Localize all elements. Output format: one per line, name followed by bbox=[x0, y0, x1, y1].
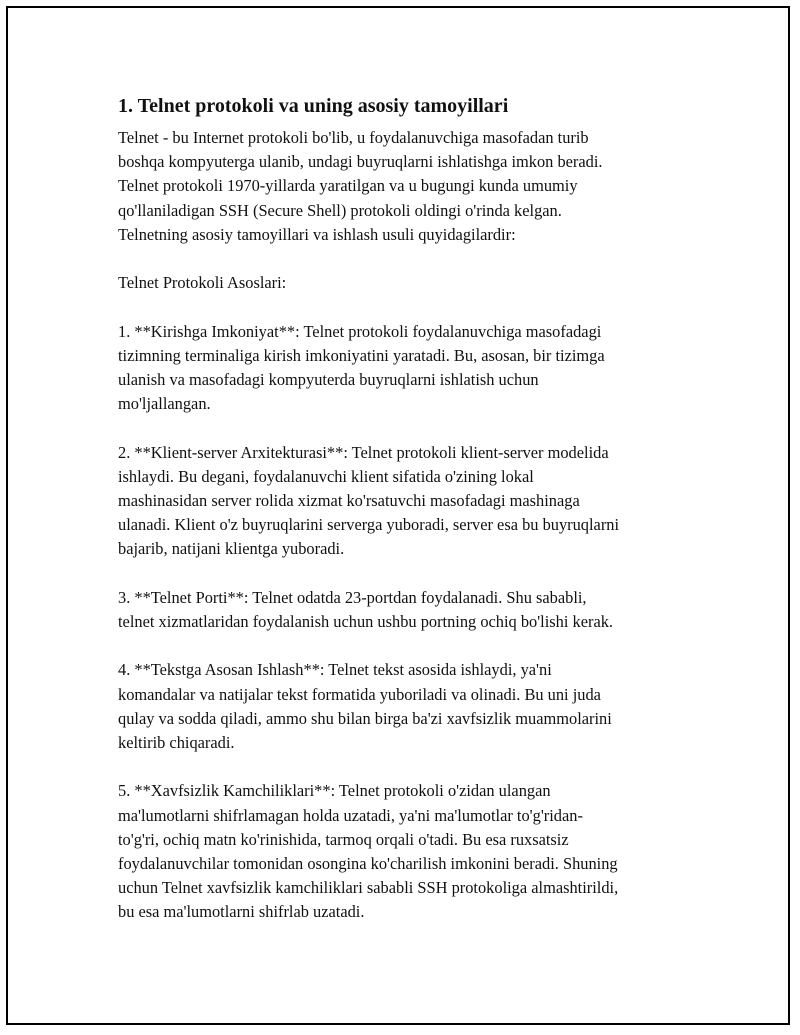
list-item-port: 3. **Telnet Porti**: Telnet odatda 23-portdan foydalanadi. Shu sababli, telnet xizmatlaridan foydalanish uchun ushbu portning ochiq bo'lishi kerak. bbox=[118, 587, 614, 631]
section-heading: 1. Telnet protokoli va uning asosiy tamoyillari bbox=[118, 95, 509, 117]
intro-paragraph: Telnet - bu Internet protokoli bo'lib, u foydalanuvchiga masofadan turib boshqa kompyuterga ulanib, undagi buyruqlarni ishlatishga imkon beradi. Telnet protokoli 1970-yillarda yaratilgan va u bugungi kunda umumiy qo'llaniladigan SSH (Secure Shell) protokoli oldingi o'rinda kelgan. Telnetning asosiy tamoyillari va ishlash usuli quyidagilardir: bbox=[118, 128, 603, 244]
document-body bbox=[118, 92, 688, 925]
list-item-access: 1. **Kirishga Imkoniyat**: Telnet protokoli foydalanuvchiga masofadagi tizimning terminaliga kirish imkoniyatini yaratadi. Bu, asosan, bir tizimga ulanish va masofadagi kompyuterda buyruqlarni ishlatish uchun mo'ljallangan. bbox=[118, 321, 605, 414]
list-item-client-server: 2. **Klient-server Arxitekturasi**: Telnet protokoli klient-server modelida ishlaydi. Bu degani, foydalanuvchi klient sifatida o'zining lokal mashinasidan server rolida xizmat ko'rsatuvchi masofadagi mashinaga ulanadi. Klient o'z buyruqlarini serverga yuboradi, server esa bu buyruqlarni bajarib, natijani klientga yuboradi. bbox=[118, 442, 620, 559]
list-item-security: 5. **Xavfsizlik Kamchiliklari**: Telnet protokoli o'zidan ulangan ma'lumotlarni shifrlamagan holda uzatadi, ya'ni ma'lumotlar to'g'ridan- to'g'ri, ochiq matn ko'rinishida, tarmoq orqali o'tadi. Bu esa ruxsatsiz foydalanuvchilar tomonidan osongina ko'charilish imkonini beradi. Shuning uchun Telnet xavfsizlik kamchiliklari sababli SSH protokoliga almashtirildi, bu esa ma'lumotlarni shifrlab uzatadi. bbox=[118, 781, 619, 922]
subheading-paragraph: Telnet Protokoli Asoslari: bbox=[118, 273, 287, 293]
list-item-text-based: 4. **Tekstga Asosan Ishlash**: Telnet tekst asosida ishlaydi, ya'ni komandalar va natijalar tekst formatida yuboriladi va olinadi. Bu uni juda qulay va sodda qiladi, ammo shu bilan birga ba'zi xavfsizlik muammolarini keltirib chiqaradi. bbox=[118, 660, 612, 752]
